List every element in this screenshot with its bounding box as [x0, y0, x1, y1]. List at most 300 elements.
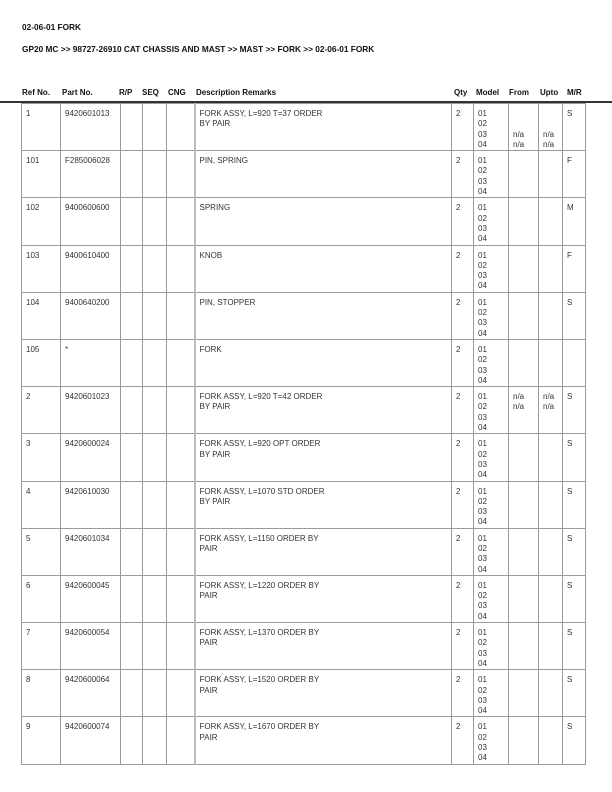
from-cell [509, 717, 539, 764]
model-code: 02 [478, 685, 487, 695]
from-value [513, 423, 534, 433]
model-code: 03 [478, 554, 487, 564]
upto-value [543, 318, 558, 328]
model-code: 04 [478, 753, 487, 763]
seq-cell [143, 104, 167, 151]
ref-no-cell: 4 [22, 481, 61, 528]
upto-value [543, 355, 558, 365]
description-line: FORK ASSY, L=920 T=42 ORDER [199, 392, 323, 402]
model-cell [474, 151, 509, 198]
header-qty: Qty [454, 88, 468, 97]
cng-cell [167, 670, 195, 717]
from-value [513, 733, 534, 743]
part-no-cell: 9420601034 [61, 528, 121, 575]
from-value [513, 177, 534, 187]
upto-value [543, 649, 558, 659]
upto-value: n/a [543, 392, 555, 402]
model-code: 02 [478, 402, 487, 412]
model-cell [474, 339, 509, 386]
from-cell [509, 575, 539, 622]
part-no-cell: 9400600600 [61, 198, 121, 245]
from-value [513, 203, 534, 213]
model-code: 01 [478, 533, 487, 543]
from-value [513, 345, 534, 355]
description-line: PAIR [199, 638, 218, 648]
upto-value [543, 753, 558, 763]
model-code: 02 [478, 591, 487, 601]
description-cell [195, 717, 452, 764]
from-value [513, 696, 534, 706]
from-value [513, 612, 534, 622]
upto-value [543, 166, 558, 176]
upto-value [543, 565, 558, 575]
from-value [513, 487, 534, 497]
seq-cell [143, 292, 167, 339]
from-value [513, 187, 534, 197]
header-from: From [509, 88, 529, 97]
model-code: 04 [478, 517, 487, 527]
upto-value [543, 554, 558, 564]
model-code: 01 [478, 250, 487, 260]
model-cell [474, 670, 509, 717]
part-no-cell: 9420601013 [61, 104, 121, 151]
model-code: 01 [478, 203, 487, 213]
upto-value [543, 423, 558, 433]
seq-cell [143, 670, 167, 717]
upto-cell [539, 717, 563, 764]
from-value [513, 224, 534, 234]
upto-value [543, 109, 558, 119]
table-row [22, 151, 586, 198]
table-row [22, 198, 586, 245]
from-value: n/a [513, 392, 525, 402]
rp-cell [121, 528, 143, 575]
cng-cell [167, 198, 195, 245]
upto-value [543, 298, 558, 308]
model-code: 04 [478, 234, 487, 244]
seq-cell [143, 198, 167, 245]
description-line: FORK ASSY, L=920 T=37 ORDER [199, 109, 323, 118]
mr-cell: F [563, 245, 586, 292]
from-value [513, 318, 534, 328]
qty-cell: 2 [452, 151, 474, 198]
qty-cell: 2 [452, 339, 474, 386]
from-value [513, 450, 534, 460]
from-value [513, 554, 534, 564]
model-code: 03 [478, 365, 487, 375]
description-line: FORK ASSY, L=1370 ORDER BY [199, 628, 320, 638]
seq-cell [143, 717, 167, 764]
ref-no-cell: 104 [22, 292, 61, 339]
from-value [513, 753, 534, 763]
table-header [0, 88, 612, 102]
upto-value [543, 234, 558, 244]
header-upto: Upto [540, 88, 559, 97]
mr-cell: S [563, 292, 586, 339]
description-line: BY PAIR [199, 496, 231, 506]
qty-cell: 2 [452, 387, 474, 434]
from-value [513, 591, 534, 601]
model-code: 03 [478, 459, 487, 469]
model-code: 04 [478, 281, 487, 291]
model-cell [474, 575, 509, 622]
upto-value [543, 460, 558, 470]
upto-cell [539, 528, 563, 575]
upto-value [543, 544, 558, 554]
mr-cell: S [563, 481, 586, 528]
seq-cell [143, 339, 167, 386]
rp-cell [121, 339, 143, 386]
table-row [22, 434, 586, 481]
description-line: FORK [199, 344, 222, 354]
from-value [513, 355, 534, 365]
seq-cell [143, 481, 167, 528]
from-value: n/a [513, 402, 525, 412]
upto-value [543, 638, 558, 648]
mr-cell: S [563, 104, 586, 151]
model-code: 01 [478, 439, 487, 449]
ref-no-cell: 6 [22, 575, 61, 622]
cng-cell [167, 151, 195, 198]
upto-value [543, 534, 558, 544]
qty-cell: 2 [452, 623, 474, 670]
description-line: KNOB [199, 250, 223, 260]
description-line: FORK ASSY, L=1220 ORDER BY [199, 580, 320, 590]
upto-value [543, 329, 558, 339]
table-row [22, 623, 586, 670]
from-value [513, 271, 534, 281]
model-code: 04 [478, 423, 487, 433]
qty-cell: 2 [452, 245, 474, 292]
upto-value [543, 251, 558, 261]
header-seq: SEQ [142, 88, 159, 97]
upto-value [543, 581, 558, 591]
from-value [513, 497, 534, 507]
description-line: BY PAIR [199, 402, 231, 412]
mr-cell: S [563, 717, 586, 764]
model-cell [474, 623, 509, 670]
model-code: 01 [478, 344, 487, 354]
part-no-cell: 9420600074 [61, 717, 121, 764]
upto-value [543, 497, 558, 507]
seq-cell [143, 575, 167, 622]
part-no-cell: F285006028 [61, 151, 121, 198]
cng-cell [167, 717, 195, 764]
header-rp: R/P [119, 88, 133, 97]
description-line: FORK ASSY, L=1150 ORDER BY [199, 533, 319, 543]
upto-value [543, 450, 558, 460]
table-row [22, 575, 586, 622]
model-code: 04 [478, 611, 487, 621]
from-value [513, 675, 534, 685]
rp-cell [121, 670, 143, 717]
model-code: 01 [478, 109, 487, 118]
from-value [513, 517, 534, 527]
upto-value [543, 722, 558, 732]
rp-cell [121, 292, 143, 339]
rp-cell [121, 481, 143, 528]
model-code: 01 [478, 392, 487, 402]
model-code: 04 [478, 470, 487, 480]
upto-cell [539, 481, 563, 528]
upto-value [543, 733, 558, 743]
upto-value [543, 686, 558, 696]
description-cell [195, 670, 452, 717]
upto-value: n/a [543, 129, 555, 139]
description-line: PAIR [199, 591, 218, 601]
from-value [513, 743, 534, 753]
from-cell [509, 292, 539, 339]
qty-cell: 2 [452, 575, 474, 622]
part-no-cell: 9400640200 [61, 292, 121, 339]
model-cell [474, 434, 509, 481]
table-row [22, 245, 586, 292]
upto-value [543, 675, 558, 685]
cng-cell [167, 575, 195, 622]
from-value [513, 308, 534, 318]
ref-no-cell: 103 [22, 245, 61, 292]
model-code: 04 [478, 328, 487, 338]
cng-cell [167, 434, 195, 481]
model-code: 04 [478, 564, 487, 574]
upto-value: n/a [543, 402, 555, 412]
description-cell [195, 387, 452, 434]
upto-value [543, 376, 558, 386]
description-line: FORK ASSY, L=1070 STD ORDER [199, 486, 325, 496]
from-value [513, 261, 534, 271]
model-code: 01 [478, 580, 487, 590]
upto-cell [539, 198, 563, 245]
upto-cell [539, 623, 563, 670]
breadcrumb: GP20 MC >> 98727-26910 CAT CHASSIS AND MAST >> MAST >> FORK >> 02-06-01 FORK [22, 44, 375, 54]
seq-cell [143, 387, 167, 434]
upto-value [543, 177, 558, 187]
from-value [513, 281, 534, 291]
table-row [22, 104, 586, 151]
from-value [513, 298, 534, 308]
upto-value [543, 156, 558, 166]
description-cell [195, 198, 452, 245]
parts-table [21, 103, 586, 765]
upto-value [543, 224, 558, 234]
upto-value [543, 507, 558, 517]
from-value [513, 470, 534, 480]
ref-no-cell: 5 [22, 528, 61, 575]
part-no-cell: 9420600054 [61, 623, 121, 670]
mr-cell: M [563, 198, 586, 245]
model-code: 02 [478, 496, 487, 506]
upto-cell [539, 387, 563, 434]
cng-cell [167, 528, 195, 575]
upto-value [543, 628, 558, 638]
mr-cell: S [563, 528, 586, 575]
description-line: BY PAIR [199, 449, 231, 459]
model-code: 03 [478, 129, 487, 139]
seq-cell [143, 151, 167, 198]
from-value [513, 544, 534, 554]
table-row [22, 387, 586, 434]
model-code: 02 [478, 543, 487, 553]
part-no-cell: * [61, 339, 121, 386]
part-no-cell: 9420600045 [61, 575, 121, 622]
upto-value [543, 366, 558, 376]
qty-cell: 2 [452, 528, 474, 575]
header-ref-no: Ref No. [22, 88, 50, 97]
header-cng: CNG [168, 88, 186, 97]
description-cell [195, 434, 452, 481]
from-value [513, 234, 534, 244]
description-line: FORK ASSY, L=920 OPT ORDER [199, 439, 321, 449]
qty-cell: 2 [452, 434, 474, 481]
rp-cell [121, 151, 143, 198]
cng-cell [167, 292, 195, 339]
upto-value [543, 345, 558, 355]
seq-cell [143, 434, 167, 481]
upto-value [543, 203, 558, 213]
upto-value [543, 187, 558, 197]
header-description: Description Remarks [196, 88, 277, 97]
upto-cell [539, 245, 563, 292]
mr-cell: S [563, 387, 586, 434]
upto-cell [539, 151, 563, 198]
description-line: BY PAIR [199, 119, 231, 129]
description-line: PAIR [199, 732, 218, 742]
from-value: n/a [513, 139, 525, 149]
model-cell [474, 292, 509, 339]
description-cell [195, 104, 452, 151]
upto-value [543, 308, 558, 318]
model-code: 02 [478, 355, 487, 365]
model-code: 02 [478, 449, 487, 459]
table-row [22, 528, 586, 575]
header-part-no: Part No. [62, 88, 93, 97]
model-cell [474, 481, 509, 528]
upto-value [543, 261, 558, 271]
from-cell [509, 339, 539, 386]
from-cell [509, 481, 539, 528]
upto-cell [539, 575, 563, 622]
upto-value [543, 591, 558, 601]
from-value [513, 581, 534, 591]
description-cell [195, 623, 452, 670]
upto-cell [539, 670, 563, 717]
model-code: 02 [478, 308, 487, 318]
cng-cell [167, 104, 195, 151]
from-cell [509, 151, 539, 198]
model-code: 03 [478, 412, 487, 422]
part-no-cell: 9400610400 [61, 245, 121, 292]
ref-no-cell: 3 [22, 434, 61, 481]
description-cell [195, 481, 452, 528]
description-line: PAIR [199, 685, 218, 695]
ref-no-cell: 105 [22, 339, 61, 386]
ref-no-cell: 2 [22, 387, 61, 434]
part-no-cell: 9420600064 [61, 670, 121, 717]
upto-value [543, 119, 558, 129]
ref-no-cell: 102 [22, 198, 61, 245]
header-model: Model [476, 88, 500, 97]
model-code: 01 [478, 675, 487, 685]
from-value [513, 659, 534, 669]
cng-cell [167, 339, 195, 386]
model-code: 02 [478, 732, 487, 742]
mr-cell: F [563, 151, 586, 198]
ref-no-cell: 1 [22, 104, 61, 151]
upto-cell [539, 434, 563, 481]
qty-cell: 2 [452, 670, 474, 717]
model-code: 04 [478, 139, 487, 149]
rp-cell [121, 387, 143, 434]
model-code: 02 [478, 119, 487, 129]
model-code: 03 [478, 743, 487, 753]
rp-cell [121, 623, 143, 670]
from-value [513, 565, 534, 575]
rp-cell [121, 198, 143, 245]
rp-cell [121, 717, 143, 764]
from-cell [509, 434, 539, 481]
from-value [513, 649, 534, 659]
description-line: FORK ASSY, L=1520 ORDER BY [199, 675, 320, 685]
model-cell [474, 528, 509, 575]
from-value [513, 156, 534, 166]
model-code: 03 [478, 601, 487, 611]
mr-cell: S [563, 623, 586, 670]
from-value [513, 366, 534, 376]
model-code: 01 [478, 156, 487, 166]
description-cell [195, 151, 452, 198]
model-code: 02 [478, 166, 487, 176]
model-code: 03 [478, 271, 487, 281]
model-code: 02 [478, 638, 487, 648]
model-cell [474, 717, 509, 764]
mr-cell: S [563, 434, 586, 481]
from-cell [509, 528, 539, 575]
rp-cell [121, 245, 143, 292]
seq-cell [143, 528, 167, 575]
description-cell [195, 245, 452, 292]
ref-no-cell: 8 [22, 670, 61, 717]
model-code: 03 [478, 648, 487, 658]
upto-value [543, 413, 558, 423]
cng-cell [167, 387, 195, 434]
part-no-cell: 9420600024 [61, 434, 121, 481]
from-cell [509, 198, 539, 245]
model-code: 02 [478, 260, 487, 270]
description-line: PAIR [199, 543, 218, 553]
description-cell [195, 339, 452, 386]
model-code: 04 [478, 375, 487, 385]
header-mr: M/R [567, 88, 582, 97]
from-value [513, 507, 534, 517]
model-code: 03 [478, 318, 487, 328]
table-row [22, 339, 586, 386]
from-cell [509, 670, 539, 717]
from-value [513, 534, 534, 544]
from-value [513, 601, 534, 611]
upto-value: n/a [543, 139, 555, 149]
model-code: 04 [478, 658, 487, 668]
model-code: 03 [478, 223, 487, 233]
upto-value [543, 743, 558, 753]
description-cell [195, 528, 452, 575]
upto-value [543, 696, 558, 706]
rp-cell [121, 104, 143, 151]
description-cell [195, 575, 452, 622]
cng-cell [167, 245, 195, 292]
part-no-cell: 9420610030 [61, 481, 121, 528]
upto-value [543, 271, 558, 281]
model-code: 03 [478, 507, 487, 517]
